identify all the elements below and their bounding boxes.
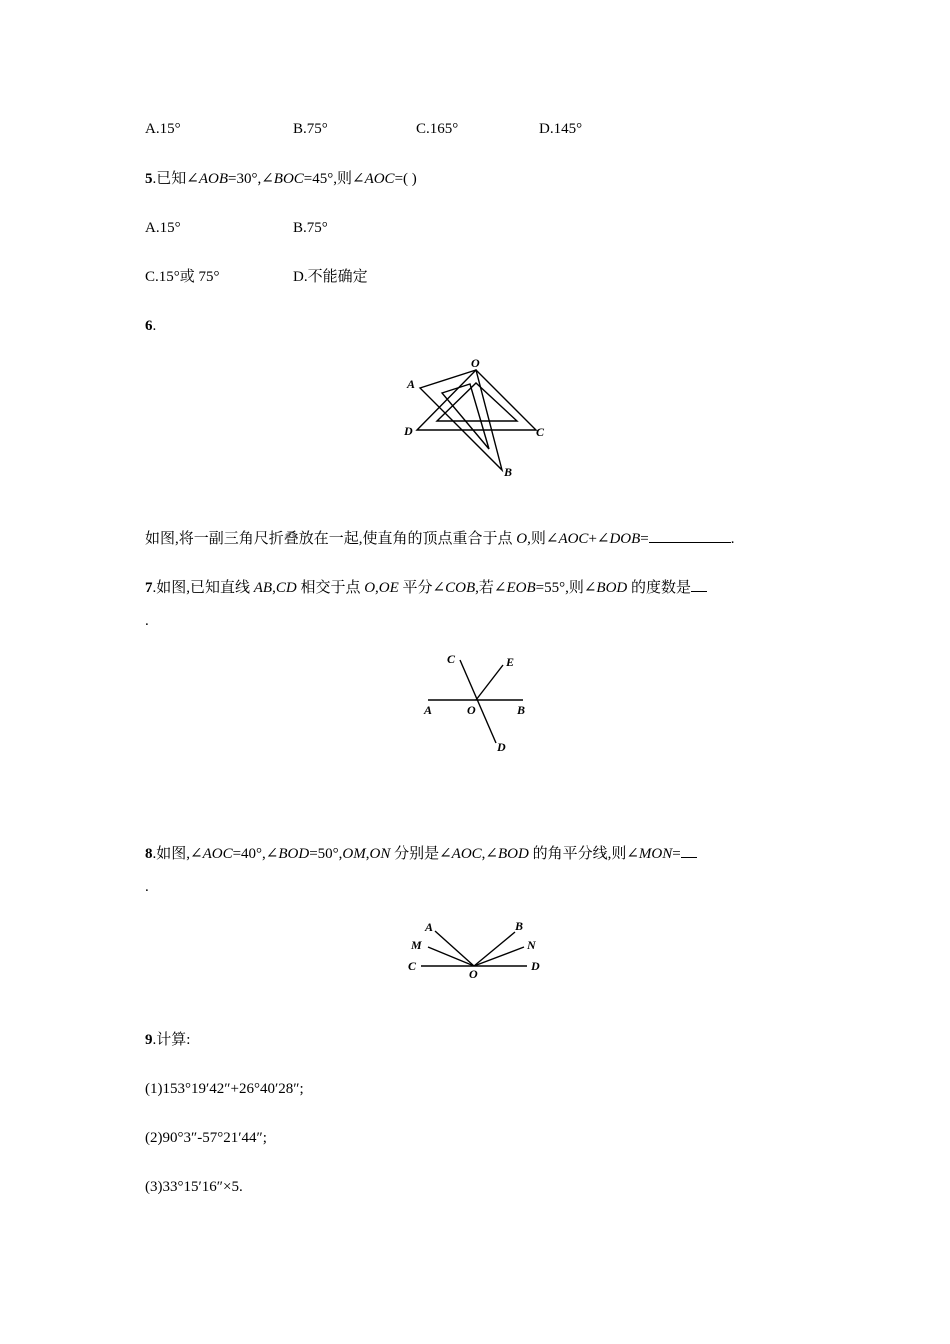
q8-ray-on — [474, 947, 524, 966]
q7-var: BOD — [596, 580, 628, 596]
q7-label-b: B — [517, 703, 526, 717]
q7-label-e: E — [506, 655, 515, 669]
q5-var: BOC — [273, 171, 304, 187]
q8-end-line — [145, 877, 149, 897]
q8-text: 的角平分线,则∠ — [528, 846, 639, 862]
q7-text: 的度数是 — [627, 580, 691, 596]
q5-number: 5 — [145, 171, 153, 187]
q8-var: AOC — [451, 846, 482, 862]
q7-answer-blank[interactable] — [691, 577, 707, 592]
q6-label-c: C — [536, 425, 545, 439]
q6-number-line — [145, 316, 156, 336]
q8-angles-figure — [405, 914, 550, 984]
q8-label-c: C — [408, 959, 417, 973]
q6-text: = — [640, 531, 649, 547]
q8-var: AOC — [202, 846, 233, 862]
q6-label-d: D — [404, 424, 413, 438]
q8-text: = — [672, 846, 681, 862]
q8-ray-ob — [474, 932, 515, 966]
q7-text: , — [375, 580, 379, 596]
q7-lines-figure — [420, 648, 540, 760]
q8-text: =50°, — [309, 846, 343, 862]
q7-ray-oe — [476, 665, 503, 700]
q8-text: =40°,∠ — [232, 846, 279, 862]
q6-answer-blank[interactable] — [649, 528, 731, 543]
q8-stem — [145, 843, 697, 864]
q7-label-d: D — [497, 740, 506, 754]
q4-option-d: D.145° — [539, 121, 583, 137]
q9-number: 9 — [145, 1032, 153, 1048]
q6-label-b: B — [504, 465, 513, 479]
q6-number: 6 — [145, 318, 153, 334]
q5-option-d: D.不能确定 — [293, 269, 368, 285]
q7-text: 平分∠ — [398, 580, 446, 596]
q7-end: . — [145, 613, 149, 629]
q6-var: O — [516, 531, 528, 547]
q8-end: . — [145, 879, 149, 895]
q7-var: O — [364, 580, 376, 596]
q5-var: AOC — [364, 171, 395, 187]
q7-stem — [145, 577, 707, 598]
q5-var: AOB — [198, 171, 228, 187]
q5-option-a: A.15° — [145, 220, 181, 236]
q7-text: 相交于点 — [296, 580, 365, 596]
q5-text: .已知∠ — [152, 171, 199, 187]
q6-dot: . — [152, 318, 157, 334]
q8-var: BOD — [278, 846, 310, 862]
q7-var: CD — [275, 580, 297, 596]
q7-text: , — [272, 580, 276, 596]
q8-text: 分别是∠ — [390, 846, 452, 862]
q7-text: ,若∠ — [475, 580, 507, 596]
q4-option-c: C.165° — [416, 121, 459, 137]
q8-text: ,∠ — [481, 846, 498, 862]
q7-label-o: O — [467, 703, 476, 717]
q7-line-cd — [460, 660, 496, 743]
q5-option-c: C.15°或 75° — [145, 269, 220, 285]
q8-label-m: M — [411, 938, 422, 952]
q6-label-o: O — [471, 356, 480, 370]
q8-label-n: N — [527, 938, 536, 952]
q6-var: DOB — [609, 531, 641, 547]
q4-option-a: A.15° — [145, 121, 181, 137]
q6-text: 如图,将一副三角尺折叠放在一起,使直角的顶点重合于点 — [145, 531, 517, 547]
q7-text: .如图,已知直线 — [152, 580, 254, 596]
q8-number: 8 — [145, 846, 153, 862]
q5-option-b: B.75° — [293, 220, 328, 236]
q6-text: ,则∠ — [527, 531, 559, 547]
q7-var: COB — [445, 580, 476, 596]
q5-stem — [145, 169, 417, 189]
q8-var: MON — [638, 846, 673, 862]
q9-item-3: (3)33°15′16″×5. — [145, 1179, 243, 1195]
q8-answer-blank[interactable] — [681, 843, 697, 858]
q5-text: =30°,∠ — [228, 171, 274, 187]
q6-triangle-figure — [400, 355, 560, 480]
q6-text: +∠ — [588, 531, 610, 547]
q8-text: .如图,∠ — [152, 846, 203, 862]
q8-label-a: A — [425, 920, 434, 934]
q7-end-line — [145, 611, 149, 631]
q7-var: AB — [253, 580, 273, 596]
q6-label-a: A — [407, 377, 416, 391]
q8-ray-om — [428, 947, 474, 966]
q5-answer-bracket: =( ) — [394, 171, 417, 187]
q8-ray-oa — [435, 931, 474, 966]
q7-label-c: C — [447, 652, 456, 666]
q8-text: , — [365, 846, 370, 862]
q6-stem — [145, 528, 735, 549]
q4-option-b: B.75° — [293, 121, 328, 137]
q8-var: OM — [342, 846, 366, 862]
q7-number: 7 — [145, 580, 153, 596]
q8-label-o: O — [469, 967, 478, 981]
q9-text: .计算: — [152, 1032, 191, 1048]
q6-end: . — [730, 531, 735, 547]
q7-label-a: A — [424, 703, 433, 717]
q8-var: BOD — [497, 846, 529, 862]
q9-item-2: (2)90°3″-57°21′44″; — [145, 1130, 267, 1146]
q7-var: EOB — [506, 580, 536, 596]
q7-text: =55°,则∠ — [535, 580, 597, 596]
q6-var: AOC — [558, 531, 589, 547]
q5-text: =45°,则∠ — [303, 171, 365, 187]
q8-label-d: D — [531, 959, 540, 973]
q7-var: OE — [378, 580, 399, 596]
q8-label-b: B — [515, 919, 524, 933]
q8-var: ON — [369, 846, 391, 862]
q9-title — [145, 1030, 190, 1050]
q9-item-1: (1)153°19′42″+26°40′28″; — [145, 1081, 304, 1097]
